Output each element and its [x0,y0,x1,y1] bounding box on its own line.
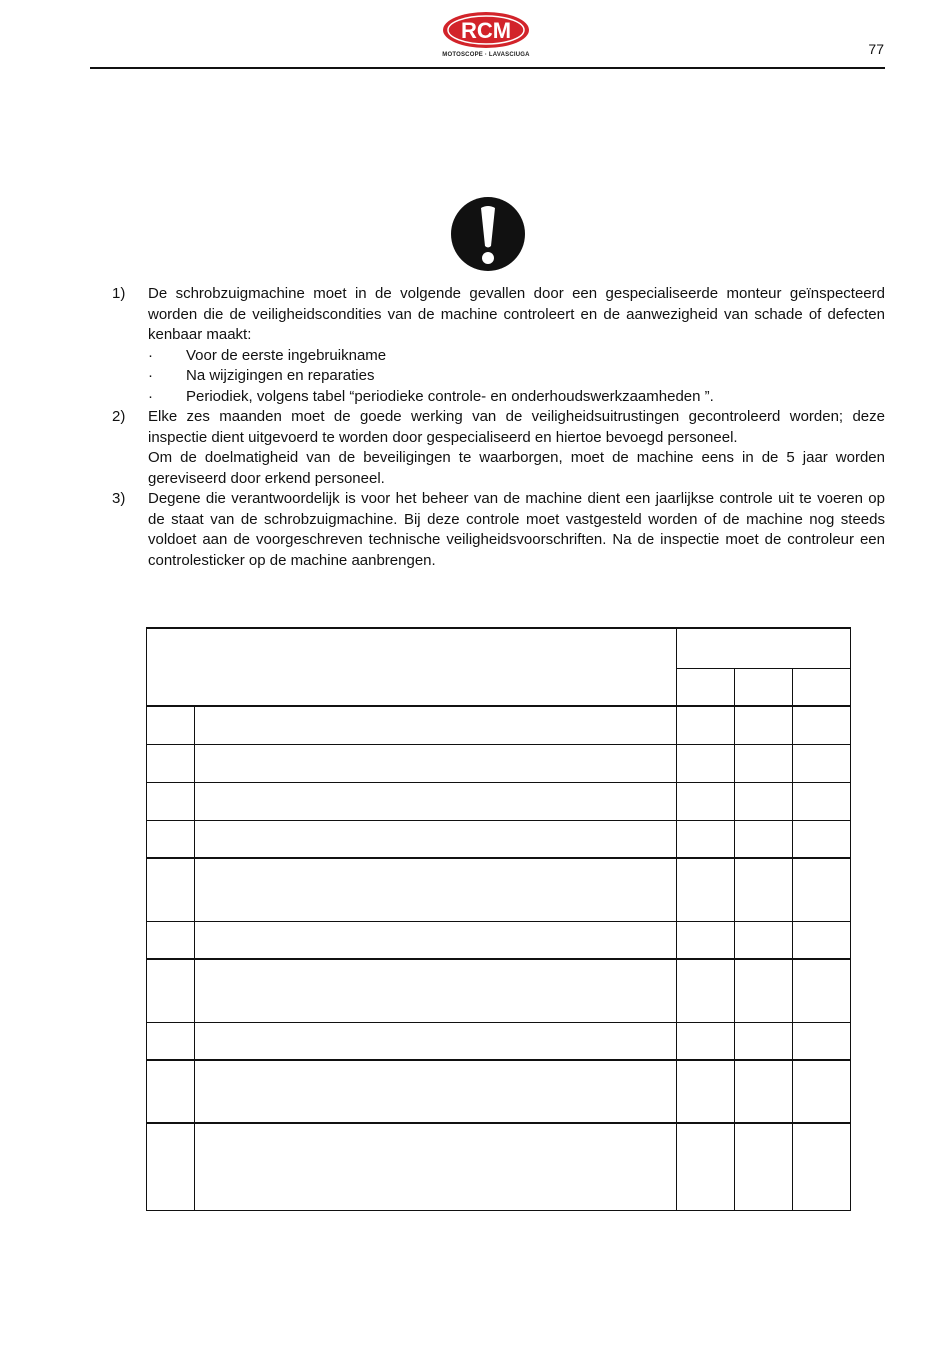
exclamation-circle-icon [450,196,526,272]
instruction-item-3 [112,489,885,571]
item-text-continued: Om de doelmatigheid van de beveiligingen te waarborgen, moet de machine eens in de 5 jaar worden gereviseerd door erkend personeel. [148,449,885,487]
header-divider [90,67,885,69]
bullet-text: Na wijzigingen en reparaties [186,367,375,384]
list-item: · Na wijzigingen en reparaties [148,367,375,384]
logo-tagline: MOTOSCOPE · LAVASCIUGA [442,52,530,58]
item-text: Degene die verantwoordelijk is voor het beheer van de machine dient een jaarlijkse controle uit te voeren op de staat van de schrobzuigmachine. Bij deze controle moet vastgesteld worden of de machine nog steeds voldoet aan de voorgeschreven technische veiligheidsvoorschriften. Na de inspectie moet de controleur een controlesticker op de machine aanbrengen. [148,490,885,569]
table-row [147,959,851,1022]
instruction-item-1 [112,284,885,407]
table-row [147,921,851,959]
item-number: 3) [112,490,126,507]
item-text: Elke zes maanden moet de goede werking van de veiligheidsuitrustingen gecontroleerd worden; deze inspectie dient uitgevoerd te worden door gespecialiseerd en hiertoe bevoegd personeel. [148,408,885,446]
table-row [147,744,851,782]
table-header-cell [677,628,851,668]
bullet-text: Voor de eerste ingebruikname [186,346,387,364]
table-row [147,1123,851,1210]
table-header-cell [677,668,735,706]
item-number: 2) [112,408,126,425]
bullet-text: Periodiek, volgens tabel “periodieke controle- en onderhoudswerkzaamheden ”. [186,387,714,405]
item-number: 1) [112,285,126,302]
table-row [147,1060,851,1123]
table-header-cell [793,668,851,706]
inspection-checklist-table [146,627,851,1211]
table-header-cell [147,628,677,706]
item-text: De schrobzuigmachine moet in de volgende gevallen door een gespecialiseerde monteur geïnspecteerd worden die de veiligheidscondities van de machine controleert en de aanwezigheid van schade of defecten kenbaar maakt: [148,285,885,343]
table-row [147,858,851,921]
table-header-cell [735,668,793,706]
instruction-item-2 [112,407,885,489]
table-row [147,782,851,820]
instructions [112,284,885,571]
table-row [147,820,851,858]
page-number: 77 [868,41,884,57]
table-row [147,1022,851,1060]
list-item: · Voor de eerste ingebruikname [148,346,387,364]
table-row [147,706,851,744]
list-item: · Periodiek, volgens tabel “periodieke controle- en onderhoudswerkzaamheden ”. [148,387,714,405]
logo-text: RCM [460,18,512,43]
